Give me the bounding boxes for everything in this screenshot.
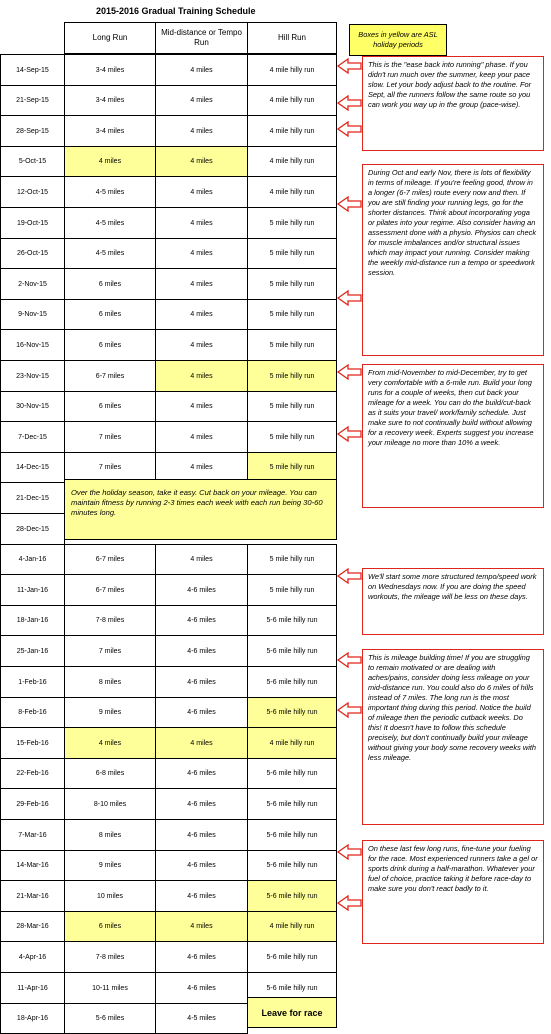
cell-mid: 4-6 miles xyxy=(155,972,248,1004)
date-cell: 28-Mar-16 xyxy=(0,911,65,942)
cell-long: 9 miles xyxy=(64,850,156,881)
cell-mid: 4-6 miles xyxy=(155,850,248,881)
date-cell: 9-Nov-15 xyxy=(0,299,65,330)
cell-hill: 4 mile hilly run xyxy=(247,85,337,116)
arrow-icon xyxy=(338,197,361,211)
date-cell: 5-Oct-15 xyxy=(0,146,65,177)
date-cell: 7-Mar-16 xyxy=(0,819,65,851)
cell-hill: 5 mile hilly run xyxy=(247,452,337,483)
arrow-icon xyxy=(338,653,361,667)
date-cell: 23-Nov-15 xyxy=(0,360,65,392)
cell-hill: 5 mile hilly run xyxy=(247,329,337,361)
cell-hill: 5-6 mile hilly run xyxy=(247,941,337,973)
cell-mid: 4 miles xyxy=(155,299,248,330)
arrow-icon xyxy=(338,59,361,73)
date-cell: 26-Oct-15 xyxy=(0,238,65,269)
date-cell: 14-Sep-15 xyxy=(0,54,65,86)
cell-long: 7 miles xyxy=(64,452,156,483)
date-cell: 2-Nov-15 xyxy=(0,268,65,300)
cell-mid: 4 miles xyxy=(155,115,248,147)
cell-mid: 4-6 miles xyxy=(155,574,248,606)
cell-long: 4-5 miles xyxy=(64,176,156,208)
cell-hill: 5 mile hilly run xyxy=(247,207,337,239)
cell-mid: 4-5 miles xyxy=(155,1003,248,1034)
date-cell: 8-Feb-16 xyxy=(0,697,65,728)
note-tempo-speed: We'll start some more structured tempo/speed work on Wednesdays now. If you are doing the speed workouts, the mileage will be less on these days. xyxy=(362,568,544,635)
cell-mid: 4 miles xyxy=(155,176,248,208)
cell-mid: 4 miles xyxy=(155,911,248,942)
cell-hill: 5-6 mile hilly run xyxy=(247,605,337,636)
cell-long: 3-4 miles xyxy=(64,115,156,147)
cell-hill: 5-6 mile hilly run xyxy=(247,758,337,789)
note-ease-back: This is the "ease back into running" phase. If you didn't run much over the summer, keep your pace slow. Let your body adjust back to the routine. For Sept, all the runners follow the same route so you can work you way up in the group (pace-wise). xyxy=(362,56,544,151)
date-cell: 15-Feb-16 xyxy=(0,727,65,759)
cell-long: 6-8 miles xyxy=(64,758,156,789)
header-hill-run: Hill Run xyxy=(247,22,337,54)
date-cell: 25-Jan-16 xyxy=(0,635,65,667)
cell-long: 9 miles xyxy=(64,697,156,728)
cell-hill: 5-6 mile hilly run xyxy=(247,819,337,851)
cell-mid: 4 miles xyxy=(155,544,248,575)
cell-long: 4 miles xyxy=(64,727,156,759)
arrow-icon xyxy=(338,896,361,910)
cell-mid: 4-6 miles xyxy=(155,880,248,912)
cell-mid: 4 miles xyxy=(155,360,248,392)
cell-mid: 4-6 miles xyxy=(155,605,248,636)
cell-long: 6-7 miles xyxy=(64,360,156,392)
cell-hill: 4 mile hilly run xyxy=(247,176,337,208)
arrow-icon xyxy=(338,703,361,717)
note-last-long-runs: On these last few long runs, fine-tune your fueling for the race. Most experienced runners take a gel or sports drink during a half-marathon. Whatever your fuel of choice, practice taking it before race-day to make sure you don't react badly to it. xyxy=(362,840,544,944)
cell-hill: 5 mile hilly run xyxy=(247,238,337,269)
date-cell: 28-Dec-15 xyxy=(0,513,65,545)
cell-long: 7-8 miles xyxy=(64,941,156,973)
cell-mid: 4 miles xyxy=(155,727,248,759)
cell-long: 10-11 miles xyxy=(64,972,156,1004)
date-cell: 16-Nov-15 xyxy=(0,329,65,361)
cell-mid: 4 miles xyxy=(155,54,248,86)
cell-mid: 4 miles xyxy=(155,391,248,422)
cell-long: 6-7 miles xyxy=(64,544,156,575)
cell-long: 6 miles xyxy=(64,329,156,361)
cell-mid: 4-6 miles xyxy=(155,635,248,667)
cell-hill: 4 mile hilly run xyxy=(247,115,337,147)
cell-hill: 5 mile hilly run xyxy=(247,421,337,453)
cell-mid: 4-6 miles xyxy=(155,758,248,789)
cell-long: 8 miles xyxy=(64,819,156,851)
cell-hill: 5 mile hilly run xyxy=(247,391,337,422)
cell-long: 6 miles xyxy=(64,911,156,942)
cell-hill: 5 mile hilly run xyxy=(247,268,337,300)
cell-hill: 5-6 mile hilly run xyxy=(247,788,337,820)
date-cell: 4-Apr-16 xyxy=(0,941,65,973)
leave-for-race-cell: Leave for race xyxy=(247,997,337,1028)
date-cell: 14-Dec-15 xyxy=(0,452,65,483)
date-cell: 12-Oct-15 xyxy=(0,176,65,208)
arrow-icon xyxy=(338,122,361,136)
cell-long: 3-4 miles xyxy=(64,54,156,86)
cell-hill: 5-6 mile hilly run xyxy=(247,666,337,698)
date-cell: 18-Apr-16 xyxy=(0,1003,65,1034)
cell-long: 4-5 miles xyxy=(64,207,156,239)
date-cell: 21-Mar-16 xyxy=(0,880,65,912)
date-cell: 18-Jan-16 xyxy=(0,605,65,636)
cell-long: 8 miles xyxy=(64,666,156,698)
cell-mid: 4-6 miles xyxy=(155,941,248,973)
cell-hill: 5 mile hilly run xyxy=(247,299,337,330)
cell-hill: 4 mile hilly run xyxy=(247,54,337,86)
cell-hill: 5-6 mile hilly run xyxy=(247,697,337,728)
header-long-run: Long Run xyxy=(64,22,156,54)
cell-mid: 4 miles xyxy=(155,85,248,116)
date-cell: 4-Jan-16 xyxy=(0,544,65,575)
cell-long: 6 miles xyxy=(64,299,156,330)
cell-long: 6 miles xyxy=(64,391,156,422)
cell-mid: 4-6 miles xyxy=(155,788,248,820)
cell-long: 6 miles xyxy=(64,268,156,300)
cell-mid: 4 miles xyxy=(155,207,248,239)
cell-hill: 4 mile hilly run xyxy=(247,727,337,759)
date-cell: 11-Jan-16 xyxy=(0,574,65,606)
cell-hill: 5 mile hilly run xyxy=(247,544,337,575)
cell-hill: 5 mile hilly run xyxy=(247,360,337,392)
cell-long: 7-8 miles xyxy=(64,605,156,636)
note-mileage-building: This is mileage building time! If you are struggling to remain motivated or are dealing with aches/pains, consider doing less mileage on your mid-distance run. You could also do 6 miles of hills instead of 7 miles. The long run is the most important thing during this period. Notice the build of mileage then the periodic cutback weeks. Do this! It doesn't have to follow this schedule precisely, but don't continually build your mileage without giving your body some recovery weeks with less mileage. xyxy=(362,649,544,825)
cell-long: 4 miles xyxy=(64,146,156,177)
cell-long: 7 miles xyxy=(64,421,156,453)
header-mid-distance: Mid-distance or Tempo Run xyxy=(155,22,248,54)
note-oct-nov: During Oct and early Nov, there is lots of flexibility in terms of mileage. If you're feeling good, throw in a longer (6-7 miles) route every now and then. If you are still finding your running legs, go for the shorter distances. Think about incorporating yoga or pilates into your regime. Also consider having an assessment done with a physio. Physios can check for muscle imbalances and/or structural issues which may impact your running. Consider making the weekly mid-distance run a tempo or speedwork session. xyxy=(362,164,544,356)
note-mid-nov-dec: From mid-November to mid-December, try to get very comfortable with a 6-mile run. Build your long runs for a couple of weeks, then cut back your mileage for a week. You can do the build/cut-back as it suits your travel/ work/family schedule. Just make sure to not continually build without allowing for a recovery week. Experts suggest you increase your mileage no more than 10% a week. xyxy=(362,364,544,508)
cell-mid: 4-6 miles xyxy=(155,697,248,728)
date-cell: 7-Dec-15 xyxy=(0,421,65,453)
cell-hill: 5-6 mile hilly run xyxy=(247,635,337,667)
cell-hill: 4 mile hilly run xyxy=(247,146,337,177)
cell-hill: 4 mile hilly run xyxy=(247,911,337,942)
cell-long: 10 miles xyxy=(64,880,156,912)
date-cell: 19-Oct-15 xyxy=(0,207,65,239)
cell-mid: 4 miles xyxy=(155,268,248,300)
page-title: 2015-2016 Gradual Training Schedule xyxy=(96,6,256,16)
cell-long: 4-5 miles xyxy=(64,238,156,269)
arrow-icon xyxy=(338,427,361,441)
arrow-icon xyxy=(338,845,361,859)
cell-long: 8-10 miles xyxy=(64,788,156,820)
cell-hill: 5-6 mile hilly run xyxy=(247,850,337,881)
date-cell: 21-Sep-15 xyxy=(0,85,65,116)
date-cell: 21-Dec-15 xyxy=(0,482,65,514)
arrow-icon xyxy=(338,291,361,305)
cell-mid: 4 miles xyxy=(155,421,248,453)
date-cell: 1-Feb-16 xyxy=(0,666,65,698)
cell-long: 5-6 miles xyxy=(64,1003,156,1034)
cell-hill: 5-6 mile hilly run xyxy=(247,972,337,1004)
cell-mid: 4-6 miles xyxy=(155,819,248,851)
cell-mid: 4 miles xyxy=(155,329,248,361)
date-cell: 29-Feb-16 xyxy=(0,788,65,820)
holiday-note: Over the holiday season, take it easy. Cut back on your mileage. You can maintain fitness by running 2-3 times each week with each run being 30-60 minutes long. xyxy=(64,479,337,540)
arrow-icon xyxy=(338,365,361,379)
cell-mid: 4-6 miles xyxy=(155,666,248,698)
cell-hill: 5 mile hilly run xyxy=(247,574,337,606)
cell-long: 6-7 miles xyxy=(64,574,156,606)
cell-long: 3-4 miles xyxy=(64,85,156,116)
legend-box: Boxes in yellow are ASL holiday periods xyxy=(349,24,447,56)
arrow-icon xyxy=(338,569,361,583)
date-cell: 11-Apr-16 xyxy=(0,972,65,1004)
cell-mid: 4 miles xyxy=(155,238,248,269)
date-cell: 14-Mar-16 xyxy=(0,850,65,881)
date-cell: 22-Feb-16 xyxy=(0,758,65,789)
date-cell: 28-Sep-15 xyxy=(0,115,65,147)
cell-hill: 5-6 mile hilly run xyxy=(247,880,337,912)
cell-long: 7 miles xyxy=(64,635,156,667)
cell-mid: 4 miles xyxy=(155,146,248,177)
cell-mid: 4 miles xyxy=(155,452,248,483)
arrow-icon xyxy=(338,96,361,110)
date-cell: 30-Nov-15 xyxy=(0,391,65,422)
